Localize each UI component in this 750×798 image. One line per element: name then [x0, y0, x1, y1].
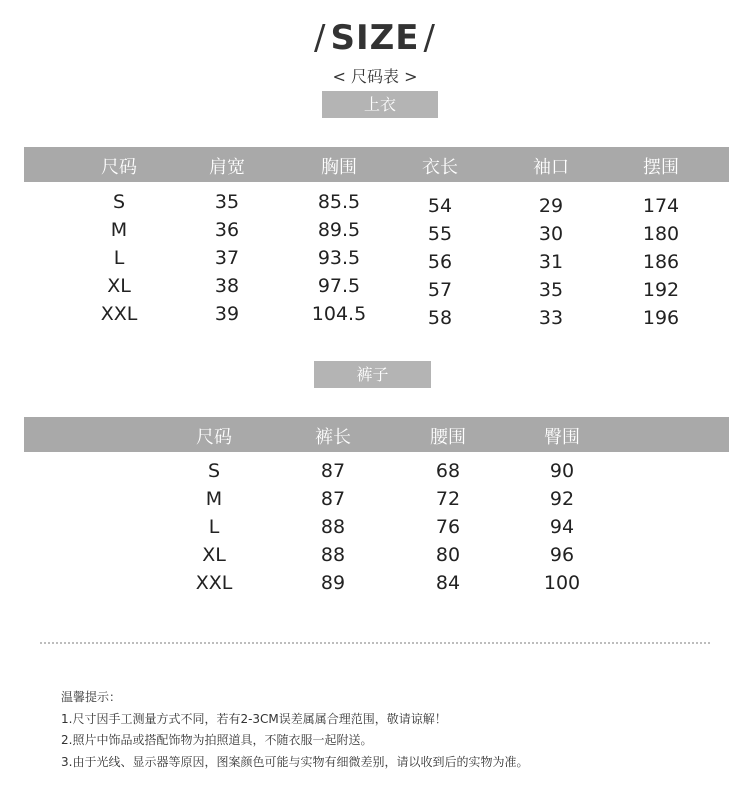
top-table-cell: XL — [107, 275, 131, 297]
top-table-cell: 186 — [642, 251, 680, 273]
pants-table-cell: 68 — [435, 460, 461, 482]
top-table-cell: 89.5 — [317, 219, 361, 241]
pants-table-cell: 87 — [320, 460, 346, 482]
pants-table-cell: 88 — [320, 516, 346, 538]
page-subtitle: < 尺码表 > — [332, 67, 418, 86]
pants-table-cell: 80 — [435, 544, 461, 566]
top-table-cell: 174 — [642, 195, 680, 217]
pants-table-cell: L — [208, 516, 220, 538]
pants-table-cell: 96 — [549, 544, 575, 566]
pants-table-cell: 89 — [320, 572, 346, 594]
pants-column-header: 臀围 — [544, 427, 580, 448]
top-table-cell: 33 — [538, 307, 564, 329]
pants-table-cell: 87 — [320, 488, 346, 510]
top-table-cell: 57 — [427, 279, 453, 301]
top-column-header: 衣长 — [422, 157, 458, 178]
pants-table-cell: XL — [202, 544, 226, 566]
pants-table-cell: 90 — [549, 460, 575, 482]
top-table-cell: 55 — [427, 223, 453, 245]
pants-column-header: 裤长 — [315, 427, 351, 448]
title-slash-right: / — [423, 18, 436, 58]
pants-table-cell: 100 — [543, 572, 581, 594]
top-table-cell: S — [112, 191, 126, 213]
top-table-cell: 196 — [642, 307, 680, 329]
top-table-cell: 58 — [427, 307, 453, 329]
title-text: SIZE — [330, 18, 420, 58]
top-column-header: 袖口 — [533, 157, 569, 178]
pants-table-cell: 94 — [549, 516, 575, 538]
top-table-cell: 180 — [642, 223, 680, 245]
top-table-cell: 37 — [214, 247, 240, 269]
pants-table-cell: 92 — [549, 488, 575, 510]
note-line-2: 2.照片中饰品或搭配饰物为拍照道具，不随衣服一起附送。 — [61, 733, 373, 747]
pants-table-cell: M — [205, 488, 223, 510]
pants-column-header: 腰围 — [430, 427, 466, 448]
top-table-cell: 56 — [427, 251, 453, 273]
title-slash-left: / — [314, 18, 327, 58]
top-table-cell: 35 — [538, 279, 564, 301]
pants-table-cell: S — [207, 460, 221, 482]
pants-table-cell: 84 — [435, 572, 461, 594]
top-table-cell: 54 — [427, 195, 453, 217]
top-table-cell: 39 — [214, 303, 240, 325]
pants-table-cell: XXL — [195, 572, 233, 594]
top-table-cell: XXL — [100, 303, 138, 325]
pants-table-cell: 72 — [435, 488, 461, 510]
top-table-cell: L — [113, 247, 125, 269]
top-column-header: 胸围 — [321, 157, 357, 178]
note-line-3: 3.由于光线、显示器等原因，图案颜色可能与实物有细微差别，请以收到后的实物为准。 — [61, 754, 529, 769]
section-label-pants: 裤子 — [314, 361, 431, 388]
top-table-cell: 192 — [642, 279, 680, 301]
top-column-header: 肩宽 — [209, 157, 245, 178]
top-table-cell: 30 — [538, 223, 564, 245]
top-table-cell: 93.5 — [317, 247, 361, 269]
pants-table-cell: 76 — [435, 516, 461, 538]
note-line-1: 1.尺寸因手工测量方式不同，若有2-3CM误差属属合理范围，敬请谅解！ — [61, 711, 447, 726]
dotted-divider — [40, 642, 710, 644]
pants-column-header: 尺码 — [196, 427, 232, 448]
top-column-header: 尺码 — [101, 157, 137, 178]
notes-title: 温馨提示： — [61, 690, 122, 704]
top-table-cell: 29 — [538, 195, 564, 217]
top-table-cell: 97.5 — [317, 275, 361, 297]
page-title — [0, 18, 750, 58]
top-table-cell: 85.5 — [317, 191, 361, 213]
top-table-cell: 36 — [214, 219, 240, 241]
top-column-header: 摆围 — [643, 157, 679, 178]
top-table-cell: 104.5 — [311, 303, 367, 325]
section-label-top: 上衣 — [322, 91, 438, 118]
top-table-cell: 38 — [214, 275, 240, 297]
top-table-cell: 35 — [214, 191, 240, 213]
pants-table-cell: 88 — [320, 544, 346, 566]
top-table-cell: M — [110, 219, 128, 241]
top-table-cell: 31 — [538, 251, 564, 273]
notes-block — [61, 687, 528, 773]
